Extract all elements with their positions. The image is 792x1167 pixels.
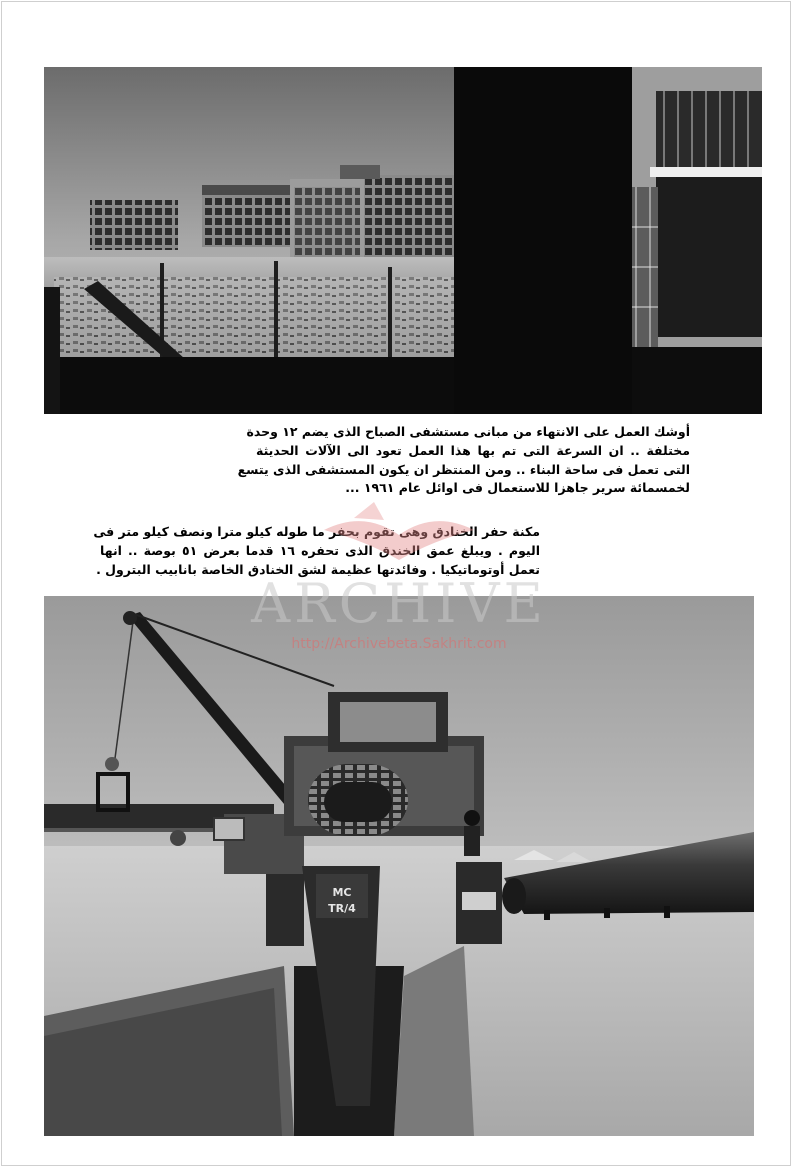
caption-line: تعمل أوتوماتيكيا . وفائدتها عظيمة لشق الخنادق الخاصة بانابيب البترول . bbox=[96, 561, 540, 577]
construction-site-illustration bbox=[44, 67, 762, 414]
caption-line: مختلفة .. ان السرعة التى تم بها هذا العمل تعود الى الآلات الحديثة bbox=[256, 442, 690, 458]
machine-plate-line1: MC bbox=[332, 886, 352, 899]
bottom-photo-caption bbox=[93, 523, 540, 579]
trench-machine-illustration bbox=[44, 596, 754, 1136]
construction-site-photo bbox=[44, 67, 762, 414]
caption-line: مكنة حفر الخنادق وهى تقوم بحفر ما طوله كيلو مترا ونصف كيلو متر فى bbox=[93, 524, 540, 539]
caption-line: لخمسمائة سرير جاهزا للاستعمال فى اوائل عام ١٩٦١ ... bbox=[345, 480, 690, 496]
watermark-title: ARCHIVE bbox=[251, 572, 547, 635]
caption-line: التى تعمل فى ساحة البناء .. ومن المنتظر ان يكون المستشفى الذى يتسع bbox=[237, 461, 690, 477]
caption-line: اليوم . ويبلغ عمق الخندق الذى تحفره ١٦ قدما بعرض ٥١ بوصة .. انها bbox=[100, 542, 540, 558]
trench-digging-machine-photo bbox=[44, 596, 754, 1136]
caption-line: أوشك العمل على الانتهاء من مبانى مستشفى الصباح الذى يضم ١٢ وحدة bbox=[246, 424, 690, 439]
machine-plate-line2: TR/4 bbox=[328, 902, 356, 915]
watermark-url: http://Archivebeta.Sakhrit.com bbox=[291, 636, 507, 652]
top-photo-caption bbox=[237, 423, 690, 498]
